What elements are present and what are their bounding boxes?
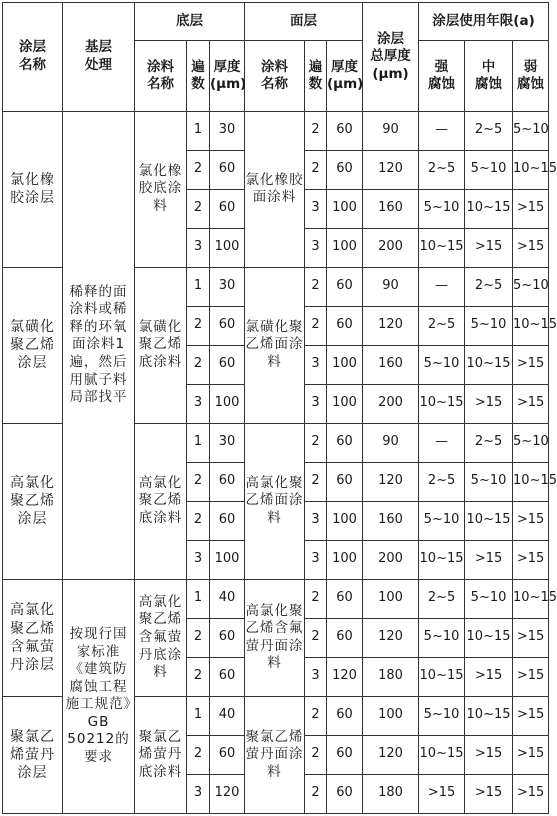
coating-name: 高氯化聚乙烯涂层	[3, 423, 63, 579]
life-weak-corrosion: >15	[513, 189, 549, 228]
base-coat-thickness: 60	[210, 618, 245, 657]
life-strong-corrosion: —	[419, 267, 465, 306]
header-coating-name: 涂层 名称	[3, 3, 63, 112]
life-strong-corrosion: 10~15	[419, 540, 465, 579]
total-thickness: 200	[363, 540, 419, 579]
header-base-thickness: 厚度 (μm)	[210, 41, 245, 111]
life-medium-corrosion: 10~15	[465, 696, 513, 735]
top-coat-thickness: 100	[327, 228, 363, 267]
top-coat-thickness: 60	[327, 306, 363, 345]
top-coat-passes: 3	[305, 345, 327, 384]
top-coat-passes: 2	[305, 618, 327, 657]
life-weak-corrosion: >15	[513, 774, 549, 813]
base-treatment: 稀释的面涂料或稀释的环氧面涂料1遍，然后用腻子料局部找平	[63, 111, 135, 579]
total-thickness: 160	[363, 345, 419, 384]
life-medium-corrosion: 5~10	[465, 579, 513, 618]
base-coat-thickness: 40	[210, 696, 245, 735]
top-coat-passes: 3	[305, 540, 327, 579]
top-coat-passes: 3	[305, 189, 327, 228]
base-coat-passes: 2	[187, 657, 210, 696]
top-coat-material: 高氯化聚乙烯含氟萤丹面涂料	[245, 579, 305, 696]
header-weak-corrosion: 弱 腐蚀	[513, 41, 549, 111]
base-coat-material: 氯化橡胶底涂料	[135, 111, 187, 267]
base-coat-passes: 2	[187, 501, 210, 540]
top-coat-thickness: 60	[327, 423, 363, 462]
top-coat-passes: 2	[305, 306, 327, 345]
total-thickness: 90	[363, 267, 419, 306]
top-coat-material: 高氯化聚乙烯面涂料	[245, 423, 305, 579]
life-medium-corrosion: 2~5	[465, 111, 513, 150]
base-coat-passes: 3	[187, 228, 210, 267]
life-medium-corrosion: 2~5	[465, 267, 513, 306]
total-thickness: 90	[363, 111, 419, 150]
life-medium-corrosion: 5~10	[465, 306, 513, 345]
top-coat-passes: 2	[305, 111, 327, 150]
life-medium-corrosion: 2~5	[465, 423, 513, 462]
life-strong-corrosion: >15	[419, 774, 465, 813]
life-weak-corrosion: 5~10	[513, 111, 549, 150]
life-strong-corrosion: 10~15	[419, 735, 465, 774]
base-coat-thickness: 100	[210, 384, 245, 423]
base-coat-thickness: 30	[210, 267, 245, 306]
total-thickness: 200	[363, 228, 419, 267]
header-top-coat: 面层	[245, 3, 363, 41]
top-coat-material: 聚氯乙烯萤丹面涂料	[245, 696, 305, 813]
top-coat-passes: 3	[305, 228, 327, 267]
total-thickness: 160	[363, 189, 419, 228]
top-coat-thickness: 100	[327, 345, 363, 384]
life-strong-corrosion: —	[419, 423, 465, 462]
top-coat-thickness: 60	[327, 774, 363, 813]
top-coat-thickness: 60	[327, 735, 363, 774]
base-coat-passes: 1	[187, 579, 210, 618]
total-thickness: 100	[363, 696, 419, 735]
life-strong-corrosion: —	[419, 111, 465, 150]
life-medium-corrosion: 5~10	[465, 150, 513, 189]
top-coat-thickness: 60	[327, 111, 363, 150]
life-strong-corrosion: 2~5	[419, 306, 465, 345]
top-coat-passes: 2	[305, 462, 327, 501]
life-weak-corrosion: 10~15	[513, 306, 549, 345]
top-coat-passes: 3	[305, 657, 327, 696]
base-coat-thickness: 60	[210, 657, 245, 696]
top-coat-passes: 2	[305, 423, 327, 462]
top-coat-passes: 2	[305, 150, 327, 189]
life-medium-corrosion: >15	[465, 384, 513, 423]
life-strong-corrosion: 2~5	[419, 579, 465, 618]
top-coat-thickness: 120	[327, 657, 363, 696]
coating-name: 高氯化聚乙烯含氟萤丹涂层	[3, 579, 63, 696]
life-weak-corrosion: 5~10	[513, 267, 549, 306]
total-thickness: 120	[363, 150, 419, 189]
life-medium-corrosion: >15	[465, 228, 513, 267]
base-coat-thickness: 60	[210, 462, 245, 501]
life-weak-corrosion: 10~15	[513, 150, 549, 189]
top-coat-passes: 2	[305, 696, 327, 735]
life-strong-corrosion: 2~5	[419, 462, 465, 501]
total-thickness: 90	[363, 423, 419, 462]
top-coat-passes: 2	[305, 774, 327, 813]
base-treatment: 按现行国家标准《建筑防腐蚀工程施工规范》GB 50212的要求	[63, 579, 135, 813]
coating-name: 氯磺化聚乙烯涂层	[3, 267, 63, 423]
total-thickness: 100	[363, 579, 419, 618]
header-base-treatment: 基层 处理	[63, 3, 135, 112]
header-base-passes: 遍 数	[187, 41, 210, 111]
top-coat-material: 氯化橡胶面涂料	[245, 111, 305, 267]
base-coat-passes: 3	[187, 384, 210, 423]
life-strong-corrosion: 2~5	[419, 150, 465, 189]
life-medium-corrosion: 10~15	[465, 501, 513, 540]
header-top-passes: 遍 数	[305, 41, 327, 111]
life-weak-corrosion: >15	[513, 384, 549, 423]
base-coat-thickness: 60	[210, 501, 245, 540]
life-weak-corrosion: >15	[513, 657, 549, 696]
total-thickness: 200	[363, 384, 419, 423]
life-weak-corrosion: 10~15	[513, 579, 549, 618]
table-row	[3, 111, 549, 150]
life-medium-corrosion: 10~15	[465, 618, 513, 657]
top-coat-thickness: 60	[327, 267, 363, 306]
coating-name: 氯化橡胶涂层	[3, 111, 63, 267]
header-strong-corrosion: 强 腐蚀	[419, 41, 465, 111]
top-coat-thickness: 60	[327, 696, 363, 735]
life-weak-corrosion: >15	[513, 735, 549, 774]
base-coat-thickness: 30	[210, 111, 245, 150]
header-service-life: 涂层使用年限(a)	[419, 3, 549, 41]
base-coat-passes: 2	[187, 306, 210, 345]
header-top-thickness: 厚度 (μm)	[327, 41, 363, 111]
top-coat-passes: 3	[305, 384, 327, 423]
base-coat-passes: 2	[187, 462, 210, 501]
base-coat-thickness: 40	[210, 579, 245, 618]
base-coat-material: 氯磺化聚乙烯底涂料	[135, 267, 187, 423]
base-coat-passes: 2	[187, 150, 210, 189]
top-coat-passes: 2	[305, 735, 327, 774]
base-coat-thickness: 60	[210, 735, 245, 774]
life-strong-corrosion: 5~10	[419, 696, 465, 735]
life-strong-corrosion: 10~15	[419, 657, 465, 696]
base-coat-material: 高氯化聚乙烯含氟萤丹底涂料	[135, 579, 187, 696]
life-weak-corrosion: >15	[513, 696, 549, 735]
top-coat-thickness: 100	[327, 501, 363, 540]
base-coat-thickness: 100	[210, 228, 245, 267]
life-strong-corrosion: 10~15	[419, 228, 465, 267]
base-coat-material: 聚氯乙烯萤丹底涂料	[135, 696, 187, 813]
life-strong-corrosion: 10~15	[419, 384, 465, 423]
base-coat-passes: 2	[187, 189, 210, 228]
base-coat-thickness: 30	[210, 423, 245, 462]
top-coat-passes: 2	[305, 579, 327, 618]
total-thickness: 160	[363, 501, 419, 540]
base-coat-passes: 2	[187, 735, 210, 774]
base-coat-material: 高氯化聚乙烯底涂料	[135, 423, 187, 579]
top-coat-passes: 2	[305, 267, 327, 306]
header-top-material-name: 涂料 名称	[245, 41, 305, 111]
life-weak-corrosion: 5~10	[513, 423, 549, 462]
base-coat-thickness: 60	[210, 150, 245, 189]
header-medium-corrosion: 中 腐蚀	[465, 41, 513, 111]
life-medium-corrosion: >15	[465, 774, 513, 813]
top-coat-material: 氯磺化聚乙烯面涂料	[245, 267, 305, 423]
life-strong-corrosion: 5~10	[419, 345, 465, 384]
life-weak-corrosion: >15	[513, 540, 549, 579]
life-medium-corrosion: 10~15	[465, 345, 513, 384]
total-thickness: 180	[363, 657, 419, 696]
life-medium-corrosion: >15	[465, 735, 513, 774]
life-weak-corrosion: 10~15	[513, 462, 549, 501]
life-weak-corrosion: >15	[513, 228, 549, 267]
base-coat-passes: 1	[187, 267, 210, 306]
total-thickness: 120	[363, 735, 419, 774]
total-thickness: 120	[363, 462, 419, 501]
header-base-material-name: 涂料 名称	[135, 41, 187, 111]
top-coat-thickness: 100	[327, 189, 363, 228]
top-coat-thickness: 60	[327, 462, 363, 501]
life-strong-corrosion: 5~10	[419, 501, 465, 540]
base-coat-thickness: 60	[210, 306, 245, 345]
life-strong-corrosion: 5~10	[419, 189, 465, 228]
top-coat-thickness: 100	[327, 384, 363, 423]
table-row	[3, 579, 549, 618]
base-coat-thickness: 60	[210, 189, 245, 228]
life-medium-corrosion: 5~10	[465, 462, 513, 501]
base-coat-thickness: 60	[210, 345, 245, 384]
base-coat-passes: 2	[187, 345, 210, 384]
life-medium-corrosion: >15	[465, 657, 513, 696]
total-thickness: 180	[363, 774, 419, 813]
total-thickness: 120	[363, 306, 419, 345]
header-base-coat: 底层	[135, 3, 245, 41]
base-coat-thickness: 120	[210, 774, 245, 813]
coating-life-table	[2, 2, 557, 814]
top-coat-thickness: 60	[327, 150, 363, 189]
top-coat-thickness: 100	[327, 540, 363, 579]
base-coat-passes: 1	[187, 696, 210, 735]
base-coat-passes: 1	[187, 111, 210, 150]
life-weak-corrosion: >15	[513, 618, 549, 657]
base-coat-passes: 3	[187, 540, 210, 579]
base-coat-passes: 3	[187, 774, 210, 813]
top-coat-thickness: 60	[327, 579, 363, 618]
total-thickness: 120	[363, 618, 419, 657]
coating-name: 聚氯乙烯萤丹涂层	[3, 696, 63, 813]
header-total-thickness: 涂层 总厚度 (μm)	[363, 3, 419, 112]
top-coat-thickness: 60	[327, 618, 363, 657]
base-coat-passes: 1	[187, 423, 210, 462]
base-coat-thickness: 100	[210, 540, 245, 579]
life-weak-corrosion: >15	[513, 345, 549, 384]
life-strong-corrosion: 5~10	[419, 618, 465, 657]
life-weak-corrosion: >15	[513, 501, 549, 540]
base-coat-passes: 2	[187, 618, 210, 657]
top-coat-passes: 3	[305, 501, 327, 540]
life-medium-corrosion: 10~15	[465, 189, 513, 228]
life-medium-corrosion: >15	[465, 540, 513, 579]
